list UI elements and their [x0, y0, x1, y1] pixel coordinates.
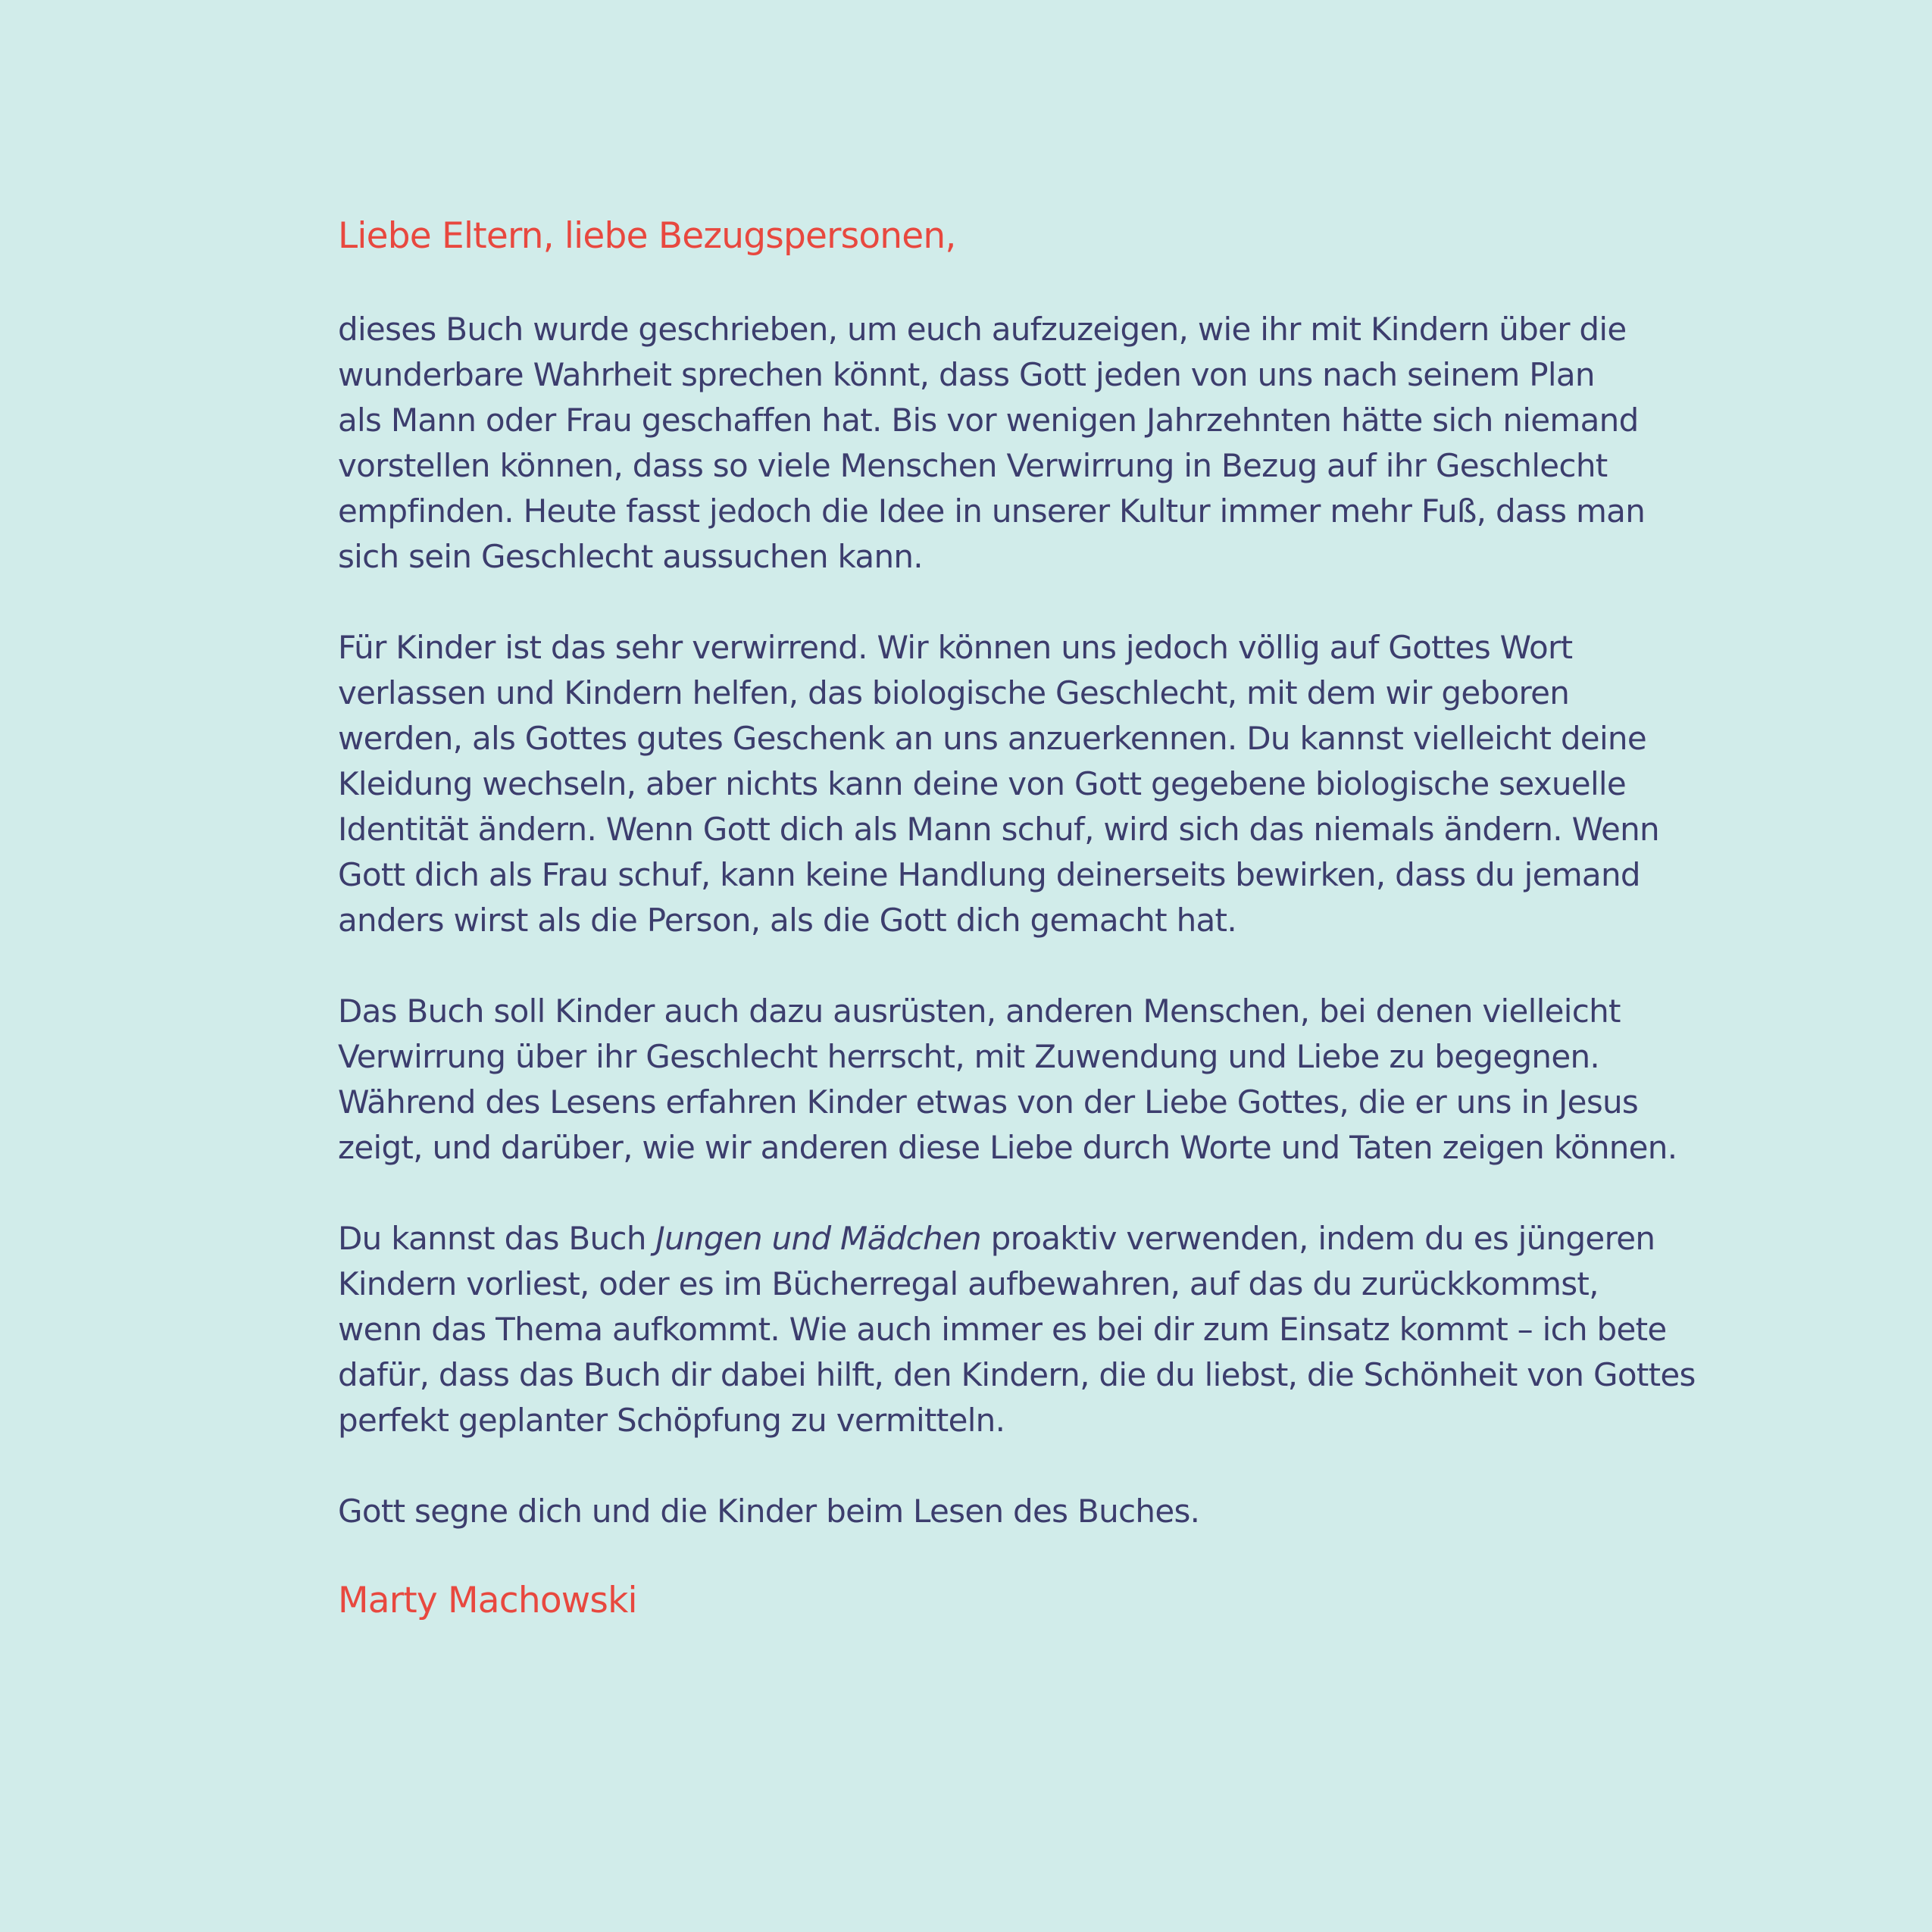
paragraph-line: [338, 1216, 1655, 1261]
paragraph-line: sich sein Geschlecht aussuchen kann.: [338, 538, 923, 575]
paragraph-line: Kleidung wechseln, aber nichts kann deine von Gott gegebene biologische sexuelle: [338, 765, 1627, 802]
paragraph-line: empfinden. Heute fasst jedoch die Idee in unserer Kultur immer mehr Fuß, dass man: [338, 492, 1646, 530]
letter-body: [338, 307, 1696, 1534]
paragraph-line: Kindern vorliest, oder es im Bücherregal aufbewahren, auf das du zurückkommst,: [338, 1265, 1599, 1302]
paragraph-intro: [338, 307, 1646, 580]
paragraph-line: werden, als Gottes gutes Geschenk an uns anzuerkennen. Du kannst vielleicht deine: [338, 720, 1646, 757]
paragraph-line: Das Buch soll Kinder auch dazu ausrüsten, anderen Menschen, bei denen vielleicht: [338, 993, 1621, 1030]
paragraph-line: als Mann oder Frau geschaffen hat. Bis vor wenigen Jahrzehnten hätte sich niemand: [338, 402, 1639, 439]
paragraph-line: Für Kinder ist das sehr verwirrend. Wir können uns jedoch völlig auf Gottes Wort: [338, 629, 1573, 666]
paragraph-line: Gott dich als Frau schuf, kann keine Handlung deinerseits bewirken, dass du jemand: [338, 856, 1640, 893]
paragraph-line: Identität ändern. Wenn Gott dich als Mann schuf, wird sich das niemals ändern. Wenn: [338, 811, 1659, 848]
paragraph-line: Während des Lesens erfahren Kinder etwas von der Liebe Gottes, die er uns in Jesus: [338, 1083, 1639, 1121]
paragraph-line: Gott segne dich und die Kinder beim Lesen des Buches.: [338, 1493, 1200, 1530]
paragraph-usage: [338, 1216, 1696, 1443]
paragraph-line: anders wirst als die Person, als die Gott dich gemacht hat.: [338, 902, 1236, 939]
text-run: Du kannst das Buch: [338, 1220, 656, 1257]
paragraph-line: verlassen und Kindern helfen, das biologische Geschlecht, mit dem wir geboren: [338, 674, 1570, 711]
paragraph-confusion: [338, 625, 1659, 943]
book-title: Jungen und Mädchen: [655, 1220, 981, 1257]
paragraph-line: Verwirrung über ihr Geschlecht herrscht, mit Zuwendung und Liebe zu begegnen.: [338, 1038, 1600, 1075]
paragraph-line: dieses Buch wurde geschrieben, um euch aufzuzeigen, wie ihr mit Kindern über die: [338, 311, 1627, 348]
paragraph-line: wenn das Thema aufkommt. Wie auch immer es bei dir zum Einsatz kommt – ich bete: [338, 1311, 1667, 1348]
paragraph-line: perfekt geplanter Schöpfung zu vermitteln.: [338, 1402, 1005, 1439]
paragraph-line: zeigt, und darüber, wie wir anderen diese Liebe durch Worte und Taten zeigen können.: [338, 1129, 1677, 1166]
paragraph-line: vorstellen können, dass so viele Menschen Verwirrung in Bezug auf ihr Geschlecht: [338, 447, 1608, 484]
letter-page: [338, 214, 1696, 1624]
text-run: proaktiv verwenden, indem du es jüngeren: [980, 1220, 1655, 1257]
paragraph-equip: [338, 989, 1677, 1171]
letter-greeting: Liebe Eltern, liebe Bezugspersonen,: [338, 215, 956, 257]
paragraph-line: dafür, dass das Buch dir dabei hilft, den Kindern, die du liebst, die Schönheit von Gottes: [338, 1356, 1696, 1393]
paragraph-line: wunderbare Wahrheit sprechen könnt, dass Gott jeden von uns nach seinem Plan: [338, 356, 1595, 393]
letter-signature: Marty Machowski: [338, 1580, 637, 1621]
paragraph-blessing: [338, 1489, 1626, 1534]
